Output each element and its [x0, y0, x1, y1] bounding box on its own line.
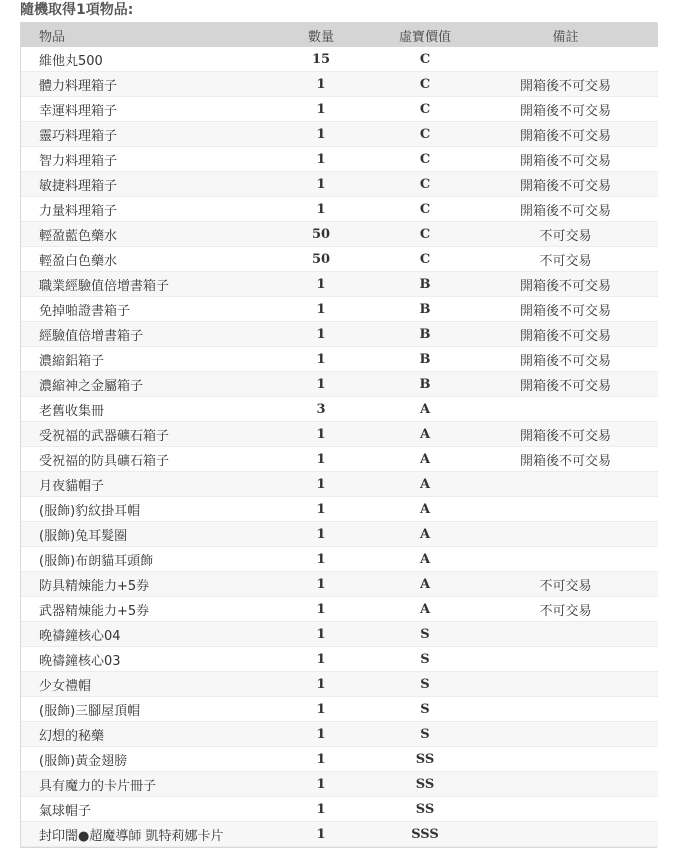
- item-qty-cell: 1: [265, 597, 377, 622]
- table-row: [21, 772, 658, 797]
- item-value-cell: A: [377, 497, 473, 522]
- header-note: 備註: [473, 23, 658, 47]
- table-row: [21, 422, 658, 447]
- item-qty-cell: 1: [265, 572, 377, 597]
- table-row: [21, 347, 658, 372]
- item-note-cell: 開箱後不可交易: [473, 72, 658, 97]
- item-value-cell: A: [377, 397, 473, 422]
- item-qty-cell: 1: [265, 172, 377, 197]
- item-note-cell: [473, 497, 658, 522]
- item-note-cell: [473, 797, 658, 822]
- item-qty-cell: 50: [265, 222, 377, 247]
- item-qty-cell: 1: [265, 322, 377, 347]
- table-row: [21, 122, 658, 147]
- item-name-cell: 智力料理箱子: [21, 147, 265, 172]
- item-note-cell: [473, 47, 658, 72]
- table-row: [21, 497, 658, 522]
- table-row: [21, 822, 658, 847]
- item-note-cell: [473, 622, 658, 647]
- item-name-cell: 武器精煉能力+5券: [21, 597, 265, 622]
- item-note-cell: 開箱後不可交易: [473, 147, 658, 172]
- item-qty-cell: 15: [265, 47, 377, 72]
- table-row: [21, 522, 658, 547]
- item-value-cell: A: [377, 547, 473, 572]
- table-row: [21, 697, 658, 722]
- table-row: [21, 447, 658, 472]
- item-qty-cell: 1: [265, 372, 377, 397]
- table-row: [21, 397, 658, 422]
- item-note-cell: [473, 647, 658, 672]
- item-name-cell: 幸運料理箱子: [21, 97, 265, 122]
- item-table: [21, 23, 658, 847]
- table-row: [21, 597, 658, 622]
- item-note-cell: [473, 722, 658, 747]
- table-row: [21, 247, 658, 272]
- item-note-cell: 開箱後不可交易: [473, 172, 658, 197]
- item-value-cell: A: [377, 572, 473, 597]
- item-note-cell: 開箱後不可交易: [473, 272, 658, 297]
- table-row: [21, 722, 658, 747]
- item-value-cell: S: [377, 722, 473, 747]
- table-row: [21, 797, 658, 822]
- item-qty-cell: 1: [265, 147, 377, 172]
- item-value-cell: C: [377, 72, 473, 97]
- item-name-cell: 輕盈藍色藥水: [21, 222, 265, 247]
- item-value-cell: C: [377, 197, 473, 222]
- item-note-cell: 開箱後不可交易: [473, 297, 658, 322]
- item-note-cell: [473, 397, 658, 422]
- table-row: [21, 97, 658, 122]
- item-value-cell: A: [377, 597, 473, 622]
- item-name-cell: 免掉啪證書箱子: [21, 297, 265, 322]
- item-qty-cell: 1: [265, 797, 377, 822]
- table-row: [21, 297, 658, 322]
- item-qty-cell: 1: [265, 297, 377, 322]
- item-name-cell: 濃縮鋁箱子: [21, 347, 265, 372]
- item-qty-cell: 1: [265, 347, 377, 372]
- item-name-cell: 維他丸500: [21, 47, 265, 72]
- item-note-cell: [473, 672, 658, 697]
- header-value: 虛寶價值: [377, 23, 473, 47]
- table-row: [21, 472, 658, 497]
- table-row: [21, 222, 658, 247]
- item-name-cell: 幻想的秘藥: [21, 722, 265, 747]
- item-name-cell: 具有魔力的卡片冊子: [21, 772, 265, 797]
- item-qty-cell: 1: [265, 72, 377, 97]
- item-qty-cell: 1: [265, 822, 377, 847]
- item-name-cell: 力量料理箱子: [21, 197, 265, 222]
- item-value-cell: SS: [377, 797, 473, 822]
- item-note-cell: 不可交易: [473, 247, 658, 272]
- item-value-cell: C: [377, 147, 473, 172]
- item-value-cell: C: [377, 172, 473, 197]
- item-name-cell: (服飾)布朗貓耳頭飾: [21, 547, 265, 572]
- item-name-cell: (服飾)三腳屋頂帽: [21, 697, 265, 722]
- table-row: [21, 47, 658, 72]
- item-note-cell: [473, 547, 658, 572]
- item-name-cell: 氣球帽子: [21, 797, 265, 822]
- item-qty-cell: 1: [265, 522, 377, 547]
- item-qty-cell: 1: [265, 472, 377, 497]
- page-title: 隨機取得1項物品:: [20, 2, 134, 18]
- item-note-cell: 開箱後不可交易: [473, 122, 658, 147]
- item-qty-cell: 1: [265, 622, 377, 647]
- item-value-cell: SS: [377, 772, 473, 797]
- table-row: [21, 322, 658, 347]
- item-qty-cell: 1: [265, 422, 377, 447]
- item-qty-cell: 1: [265, 197, 377, 222]
- item-note-cell: [473, 522, 658, 547]
- item-value-cell: C: [377, 222, 473, 247]
- item-qty-cell: 1: [265, 122, 377, 147]
- item-value-cell: SS: [377, 747, 473, 772]
- item-name-cell: 防具精煉能力+5券: [21, 572, 265, 597]
- item-qty-cell: 1: [265, 722, 377, 747]
- item-value-cell: C: [377, 47, 473, 72]
- item-name-cell: 受祝福的武器礦石箱子: [21, 422, 265, 447]
- table-row: [21, 372, 658, 397]
- item-note-cell: [473, 697, 658, 722]
- item-name-cell: 靈巧料理箱子: [21, 122, 265, 147]
- item-qty-cell: 3: [265, 397, 377, 422]
- item-qty-cell: 1: [265, 697, 377, 722]
- item-note-cell: 不可交易: [473, 597, 658, 622]
- item-value-cell: C: [377, 97, 473, 122]
- table-row: [21, 147, 658, 172]
- item-name-cell: 老舊收集冊: [21, 397, 265, 422]
- item-note-cell: [473, 772, 658, 797]
- item-table-container: [20, 22, 657, 848]
- item-note-cell: 開箱後不可交易: [473, 447, 658, 472]
- item-value-cell: A: [377, 447, 473, 472]
- item-qty-cell: 1: [265, 497, 377, 522]
- item-name-cell: (服飾)黃金翅膀: [21, 747, 265, 772]
- item-qty-cell: 1: [265, 672, 377, 697]
- item-name-cell: 受祝福的防具礦石箱子: [21, 447, 265, 472]
- item-note-cell: [473, 747, 658, 772]
- item-qty-cell: 1: [265, 647, 377, 672]
- item-value-cell: B: [377, 347, 473, 372]
- item-value-cell: A: [377, 522, 473, 547]
- table-row: [21, 672, 658, 697]
- item-note-cell: 開箱後不可交易: [473, 347, 658, 372]
- table-row: [21, 172, 658, 197]
- item-name-cell: 經驗值倍增書箱子: [21, 322, 265, 347]
- item-value-cell: S: [377, 697, 473, 722]
- item-note-cell: 開箱後不可交易: [473, 197, 658, 222]
- item-note-cell: 開箱後不可交易: [473, 322, 658, 347]
- item-qty-cell: 1: [265, 97, 377, 122]
- item-qty-cell: 1: [265, 772, 377, 797]
- item-name-cell: 輕盈白色藥水: [21, 247, 265, 272]
- item-name-cell: 濃縮神之金屬箱子: [21, 372, 265, 397]
- item-value-cell: B: [377, 272, 473, 297]
- item-note-cell: 不可交易: [473, 222, 658, 247]
- item-note-cell: [473, 472, 658, 497]
- table-row: [21, 547, 658, 572]
- item-qty-cell: 1: [265, 447, 377, 472]
- table-body: [21, 47, 658, 847]
- item-note-cell: 不可交易: [473, 572, 658, 597]
- item-value-cell: C: [377, 122, 473, 147]
- item-name-cell: 少女禮帽: [21, 672, 265, 697]
- item-name-cell: 封印闇●超魔導師 凱特莉娜卡片: [21, 822, 265, 847]
- table-row: [21, 72, 658, 97]
- header-row: [21, 23, 658, 47]
- item-qty-cell: 1: [265, 272, 377, 297]
- item-value-cell: A: [377, 422, 473, 447]
- item-note-cell: 開箱後不可交易: [473, 97, 658, 122]
- item-value-cell: B: [377, 297, 473, 322]
- item-value-cell: C: [377, 247, 473, 272]
- item-name-cell: 月夜貓帽子: [21, 472, 265, 497]
- item-note-cell: 開箱後不可交易: [473, 422, 658, 447]
- table-header: [21, 23, 658, 47]
- item-value-cell: S: [377, 622, 473, 647]
- table-row: [21, 747, 658, 772]
- item-value-cell: A: [377, 472, 473, 497]
- item-qty-cell: 1: [265, 547, 377, 572]
- item-value-cell: B: [377, 372, 473, 397]
- table-row: [21, 622, 658, 647]
- table-row: [21, 272, 658, 297]
- item-qty-cell: 50: [265, 247, 377, 272]
- item-name-cell: 體力料理箱子: [21, 72, 265, 97]
- item-name-cell: (服飾)豹紋掛耳帽: [21, 497, 265, 522]
- item-name-cell: (服飾)兔耳髮圈: [21, 522, 265, 547]
- item-value-cell: SSS: [377, 822, 473, 847]
- item-note-cell: 開箱後不可交易: [473, 372, 658, 397]
- item-name-cell: 職業經驗值倍增書箱子: [21, 272, 265, 297]
- table-row: [21, 572, 658, 597]
- header-name: 物品: [21, 23, 265, 47]
- item-name-cell: 晚禱鐘核心03: [21, 647, 265, 672]
- item-name-cell: 晚禱鐘核心04: [21, 622, 265, 647]
- item-value-cell: S: [377, 647, 473, 672]
- table-row: [21, 197, 658, 222]
- header-qty: 數量: [265, 23, 377, 47]
- item-note-cell: [473, 822, 658, 847]
- item-value-cell: B: [377, 322, 473, 347]
- item-value-cell: S: [377, 672, 473, 697]
- table-row: [21, 647, 658, 672]
- item-qty-cell: 1: [265, 747, 377, 772]
- item-name-cell: 敏捷料理箱子: [21, 172, 265, 197]
